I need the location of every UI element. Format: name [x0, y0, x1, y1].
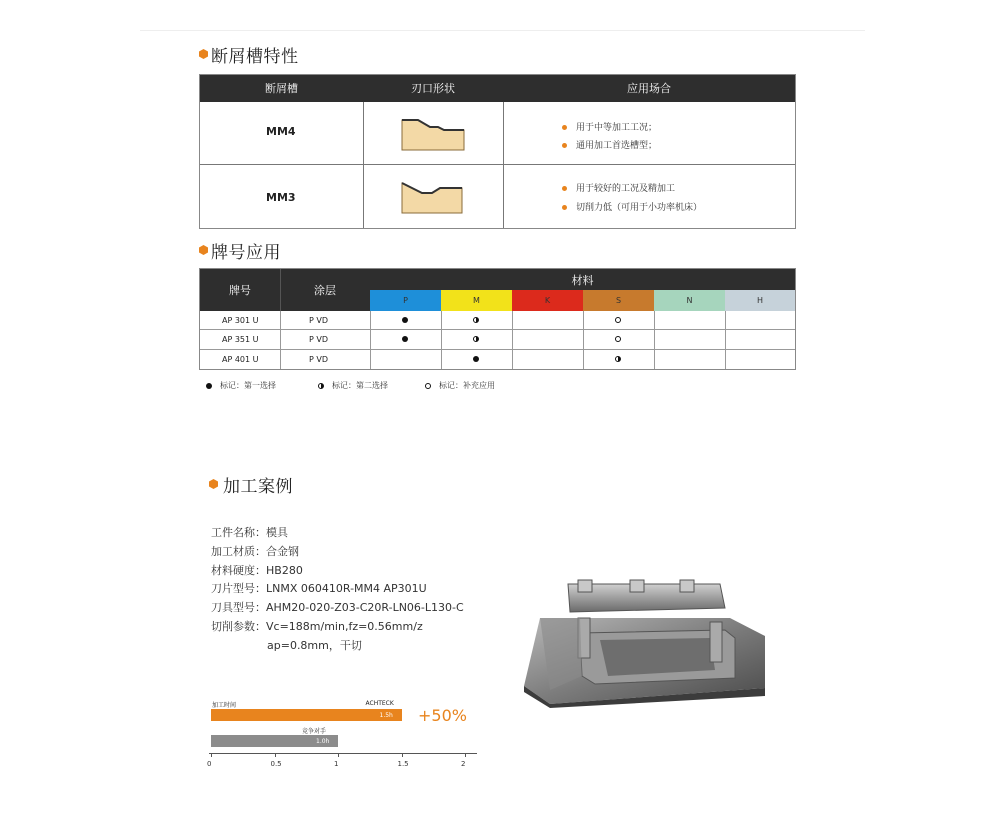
header-grade: 牌号 — [229, 284, 251, 297]
divider — [441, 311, 442, 369]
section-title-chipbreaker: 断屑槽特性 — [211, 47, 299, 67]
divider — [363, 102, 364, 228]
material-h: H — [725, 290, 795, 311]
grade-cell: AP 401 U — [222, 355, 259, 364]
bar-category-label: 竞争对手 — [302, 728, 327, 735]
first-choice-icon — [206, 383, 212, 389]
case-insert: 刀片型号：LNMX 060410R-MM4 AP301U — [211, 582, 427, 595]
edge-shape-mm4-image — [400, 118, 468, 152]
header-material: 材料 — [571, 274, 594, 287]
chipbreaker-table — [199, 74, 796, 229]
x-axis-tick — [465, 753, 466, 757]
coating-cell: P VD — [309, 316, 328, 325]
bar-value-label: 1.0h — [316, 738, 330, 745]
material-m: M — [441, 290, 512, 311]
first-choice-icon — [402, 317, 408, 323]
header-coating: 涂层 — [314, 284, 336, 297]
case-hardness: 材料硬度：HB280 — [211, 564, 303, 577]
first-choice-icon — [473, 356, 479, 362]
grade-cell: AP 301 U — [222, 316, 259, 325]
list-item: 用于中等加工工况； — [562, 120, 657, 133]
divider — [280, 311, 281, 369]
top-divider — [140, 30, 865, 31]
x-axis-tick — [402, 753, 403, 757]
table-header — [200, 75, 795, 102]
second-choice-icon — [473, 336, 479, 342]
legend-supplementary: 标记：补充应用 — [439, 381, 495, 390]
second-choice-icon — [318, 383, 324, 389]
x-axis-tick-label: 2 — [461, 760, 466, 768]
header-application: 应用场合 — [627, 82, 671, 95]
grade-cell: AP 351 U — [222, 335, 259, 344]
section-bullet-icon — [199, 49, 208, 59]
divider — [583, 311, 584, 369]
section-bullet-icon — [209, 479, 218, 489]
case-cutting-params: 切削参数：Vc=188m/min,fz=0.56mm/z — [211, 620, 423, 633]
coating-cell: P VD — [309, 335, 328, 344]
mold-workpiece-image — [520, 578, 770, 708]
first-choice-icon — [402, 336, 408, 342]
x-axis-tick — [211, 753, 212, 757]
divider — [280, 269, 281, 311]
x-axis-tick-label: 1 — [334, 760, 339, 768]
improvement-annotation: +50% — [418, 706, 467, 725]
case-material: 加工材质：合金钢 — [211, 545, 299, 558]
case-workpiece: 工件名称：模具 — [211, 526, 288, 539]
case-tool: 刀具型号：AHM20-020-Z03-C20R-LN06-L130-C — [211, 601, 464, 614]
supplementary-icon — [615, 317, 621, 323]
x-axis-tick-label: 1.5 — [397, 760, 409, 768]
list-item: 切削力低（可用于小功率机床） — [562, 200, 702, 213]
section-title-case: 加工案例 — [223, 477, 293, 497]
coating-cell: P VD — [309, 355, 328, 364]
x-axis-tick-label: 0 — [207, 760, 212, 768]
grade-table — [199, 268, 796, 370]
supplementary-icon — [425, 383, 431, 389]
x-axis-tick-label: 0.5 — [270, 760, 282, 768]
x-axis-tick — [338, 753, 339, 757]
edge-shape-mm3-image — [400, 181, 468, 215]
list-item: 通用加工首选槽型； — [562, 138, 657, 151]
case-cutting-params-2: ap=0.8mm，干切 — [267, 639, 362, 652]
divider — [512, 311, 513, 369]
divider — [200, 329, 795, 330]
supplementary-icon — [615, 336, 621, 342]
x-axis-line — [209, 753, 477, 754]
material-k: K — [512, 290, 583, 311]
divider — [503, 102, 504, 228]
section-bullet-icon — [199, 245, 208, 255]
second-choice-icon — [615, 356, 621, 362]
second-choice-icon — [473, 317, 479, 323]
x-axis-tick — [275, 753, 276, 757]
chipbreaker-code: MM4 — [266, 125, 296, 138]
divider — [200, 164, 795, 165]
section-title-grade: 牌号应用 — [211, 243, 281, 263]
divider — [725, 311, 726, 369]
header-chipbreaker: 断屑槽 — [265, 82, 298, 95]
legend-second-choice: 标记：第二选择 — [332, 381, 388, 390]
bar-value-label: 1.5h — [379, 712, 393, 719]
chart-axis-title: 加工时间 — [212, 702, 237, 709]
legend-first-choice: 标记：第一选择 — [220, 381, 276, 390]
list-item: 用于较好的工况及精加工 — [562, 181, 675, 194]
material-s: S — [583, 290, 654, 311]
header-edge-shape: 刃口形状 — [411, 82, 455, 95]
divider — [370, 311, 371, 369]
material-n: N — [654, 290, 725, 311]
divider — [654, 311, 655, 369]
divider — [200, 349, 795, 350]
material-p: P — [370, 290, 441, 311]
bar-category-label: ACHTECK — [365, 700, 394, 707]
bar-achteck — [211, 709, 402, 721]
chipbreaker-code: MM3 — [266, 191, 296, 204]
